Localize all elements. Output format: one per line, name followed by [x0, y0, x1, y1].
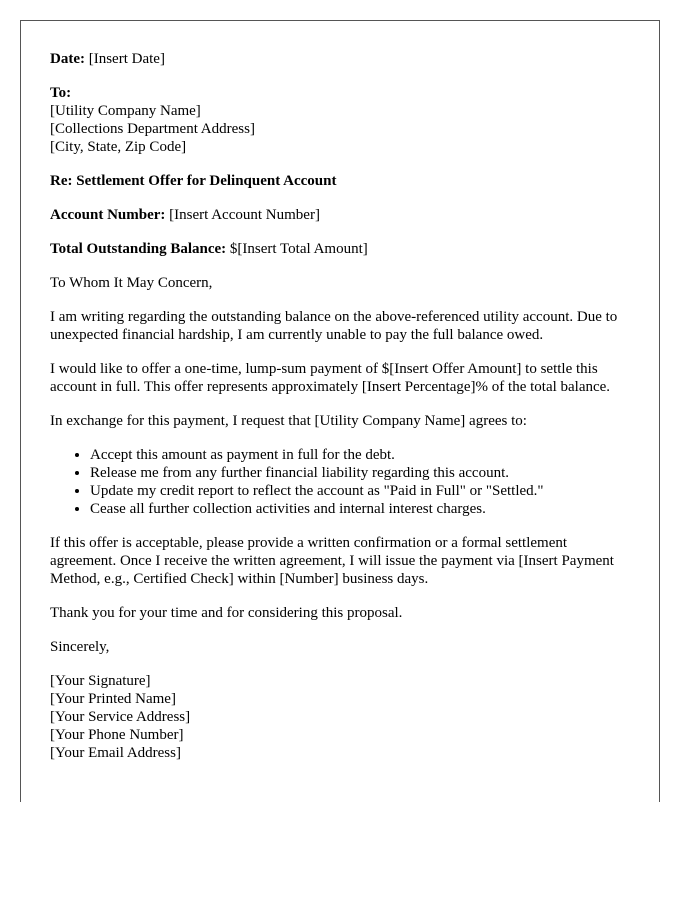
recipient-company: [Utility Company Name] [50, 103, 201, 119]
recipient-city: [City, State, Zip Code] [50, 139, 187, 155]
letter-page [20, 20, 660, 802]
account-number-label: Account Number: [50, 207, 166, 223]
balance-value: $[Insert Total Amount] [226, 241, 368, 257]
service-address-line: [Your Service Address] [50, 709, 191, 725]
signature-line: [Your Signature] [50, 673, 151, 689]
list-item: • Release me from any further financial liability regarding this account. [90, 464, 630, 482]
paragraph-hardship: I am writing regarding the outstanding balance on the above-referenced utility account. Due to unexpected financial hardship, I am currently unable to pay the full balance owed. [50, 309, 618, 343]
list-item: • Accept this amount as payment in full for the debt. [90, 446, 630, 464]
date-line [50, 50, 630, 68]
paragraph-request: In exchange for this payment, I request that [Utility Company Name] agrees to: [50, 413, 527, 429]
recipient-block [50, 84, 630, 156]
list-item: • Update my credit report to reflect the account as "Paid in Full" or "Settled." [90, 482, 630, 500]
closing: Sincerely, [50, 639, 110, 655]
list-item: • Cease all further collection activities and internal interest charges. [90, 500, 630, 518]
recipient-label: To: [50, 85, 72, 101]
signature-block [50, 672, 630, 762]
printed-name-line: [Your Printed Name] [50, 691, 176, 707]
terms-list [50, 446, 630, 518]
salutation: To Whom It May Concern, [50, 275, 213, 291]
paragraph-confirmation: If this offer is acceptable, please provide a written confirmation or a formal settlement agreement. Once I receive the written agreement, I will issue the payment via [Insert Payment Method, e.g., Certified Check] within [Number] business days. [50, 535, 614, 587]
date-value: [Insert Date] [84, 51, 165, 67]
date-label: Date: [50, 51, 85, 67]
paragraph-thanks: Thank you for your time and for considering this proposal. [50, 605, 403, 621]
email-line: [Your Email Address] [50, 745, 181, 761]
balance-label: Total Outstanding Balance: [50, 241, 227, 257]
account-number-value: [Insert Account Number] [165, 207, 320, 223]
subject-text: Re: Settlement Offer for Delinquent Account [50, 173, 337, 189]
balance-line [50, 240, 630, 258]
recipient-address: [Collections Department Address] [50, 121, 255, 137]
account-number-line [50, 206, 630, 224]
phone-line: [Your Phone Number] [50, 727, 184, 743]
letter-body [50, 50, 630, 778]
paragraph-offer: I would like to offer a one-time, lump-sum payment of $[Insert Offer Amount] to settle this account in full. This offer represents approximately [Insert Percentage]% of the total balance. [50, 361, 611, 395]
subject-line [50, 172, 630, 190]
